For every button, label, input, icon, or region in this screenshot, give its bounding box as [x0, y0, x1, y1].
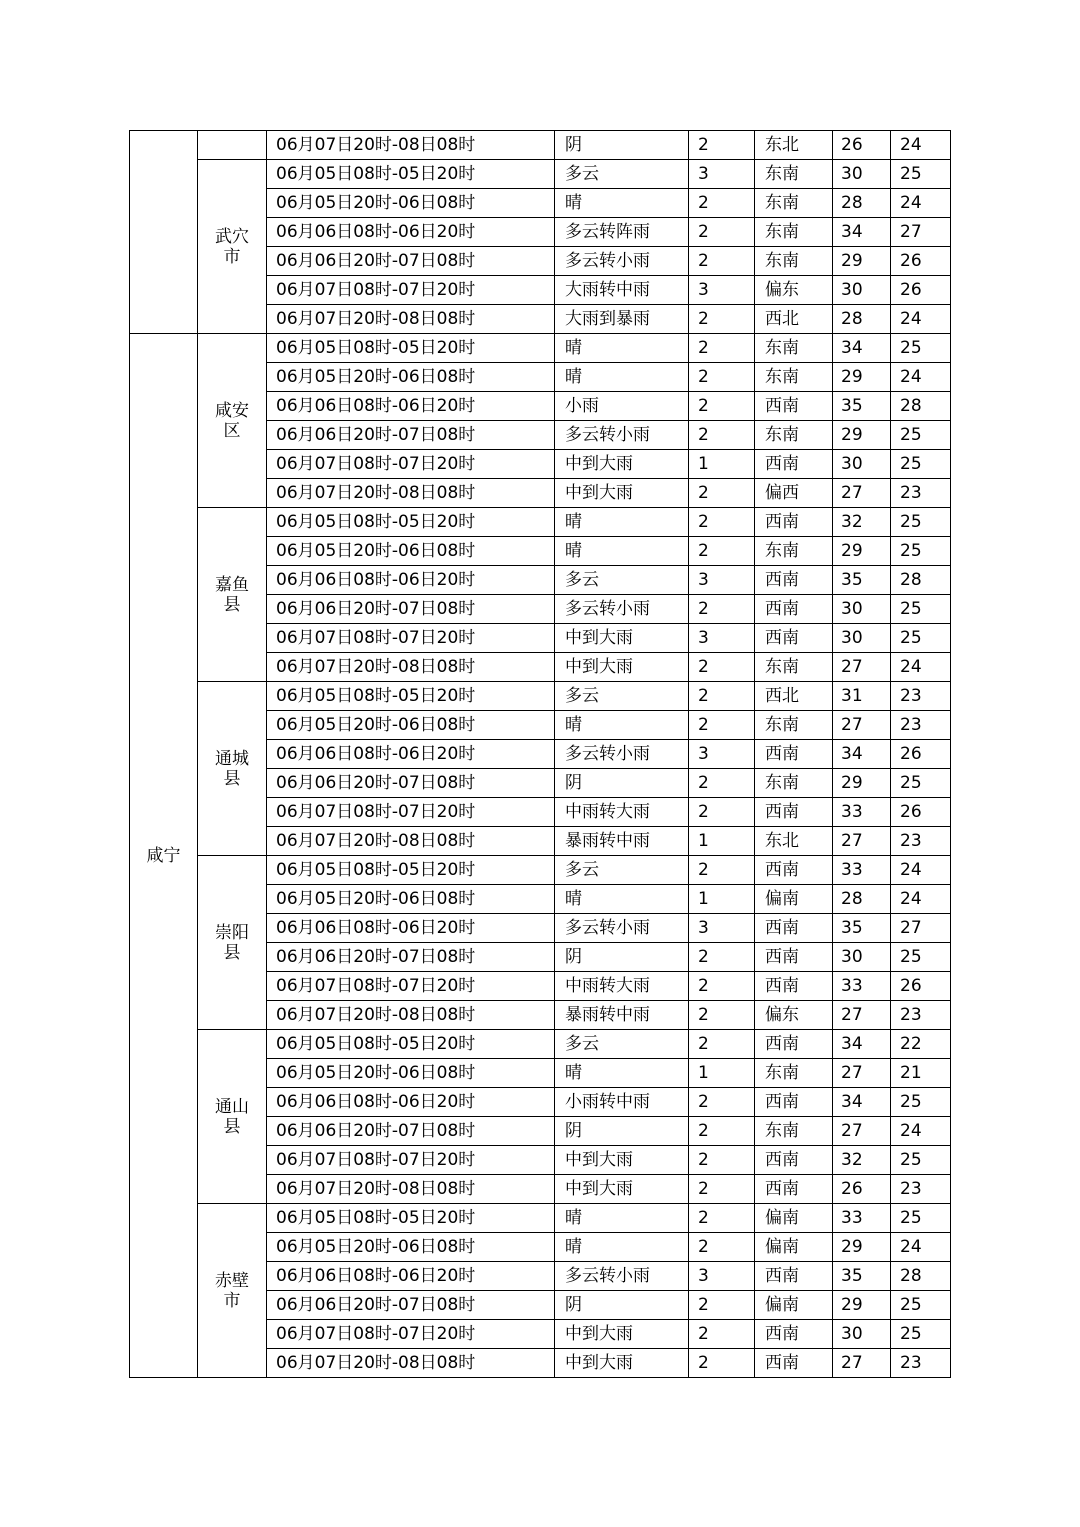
county-name-line: 县: [223, 942, 241, 963]
max-temp-cell: 30: [833, 276, 891, 305]
min-temp-cell: 24: [891, 1233, 951, 1262]
max-temp-cell: 33: [833, 798, 891, 827]
county-name-cell: [198, 160, 267, 334]
wind-level-cell: 2: [689, 1117, 755, 1146]
weather-cell: 中雨转大雨: [555, 798, 689, 827]
wind-level-cell: 2: [689, 131, 755, 160]
weather-cell: 多云: [555, 682, 689, 711]
wind-level-cell: 2: [689, 1088, 755, 1117]
min-temp-cell: 26: [891, 740, 951, 769]
max-temp-cell: 34: [833, 1088, 891, 1117]
wind-direction-cell: 东南: [755, 711, 833, 740]
max-temp-cell: 27: [833, 653, 891, 682]
min-temp-cell: 23: [891, 479, 951, 508]
min-temp-cell: 25: [891, 1320, 951, 1349]
wind-level-cell: 3: [689, 914, 755, 943]
min-temp-cell: 25: [891, 595, 951, 624]
time-period-cell: 06月07日20时-08日08时: [267, 1349, 555, 1378]
time-period-cell: 06月05日08时-05日20时: [267, 682, 555, 711]
weather-cell: 阴: [555, 769, 689, 798]
wind-direction-cell: 西南: [755, 595, 833, 624]
weather-cell: 多云: [555, 1030, 689, 1059]
wind-level-cell: 2: [689, 189, 755, 218]
weather-cell: 中到大雨: [555, 1175, 689, 1204]
wind-direction-cell: 西南: [755, 740, 833, 769]
wind-level-cell: 3: [689, 160, 755, 189]
min-temp-cell: 25: [891, 508, 951, 537]
wind-level-cell: 2: [689, 1349, 755, 1378]
time-period-cell: 06月07日20时-08日08时: [267, 1001, 555, 1030]
min-temp-cell: 28: [891, 566, 951, 595]
time-period-cell: 06月06日20时-07日08时: [267, 769, 555, 798]
county-name-line: 县: [223, 594, 241, 615]
max-temp-cell: 31: [833, 682, 891, 711]
wind-direction-cell: 东南: [755, 653, 833, 682]
time-period-cell: 06月06日08时-06日20时: [267, 914, 555, 943]
weather-cell: 多云转阵雨: [555, 218, 689, 247]
time-period-cell: 06月07日20时-08日08时: [267, 653, 555, 682]
min-temp-cell: 23: [891, 1001, 951, 1030]
max-temp-cell: 27: [833, 479, 891, 508]
min-temp-cell: 24: [891, 856, 951, 885]
time-period-cell: 06月07日08时-07日20时: [267, 450, 555, 479]
table-row: [130, 682, 951, 711]
max-temp-cell: 27: [833, 827, 891, 856]
max-temp-cell: 29: [833, 1233, 891, 1262]
wind-level-cell: 2: [689, 334, 755, 363]
time-period-cell: 06月07日08时-07日20时: [267, 972, 555, 1001]
wind-direction-cell: 偏南: [755, 1291, 833, 1320]
county-name-line: 赤壁: [215, 1270, 249, 1291]
wind-level-cell: 2: [689, 537, 755, 566]
table-row: [130, 131, 951, 160]
weather-cell: 晴: [555, 885, 689, 914]
weather-cell: 多云转小雨: [555, 1262, 689, 1291]
max-temp-cell: 26: [833, 1175, 891, 1204]
wind-level-cell: 2: [689, 392, 755, 421]
weather-cell: 中到大雨: [555, 1320, 689, 1349]
max-temp-cell: 34: [833, 1030, 891, 1059]
weather-cell: 小雨转中雨: [555, 1088, 689, 1117]
wind-level-cell: 3: [689, 566, 755, 595]
max-temp-cell: 27: [833, 1059, 891, 1088]
min-temp-cell: 25: [891, 1146, 951, 1175]
time-period-cell: 06月07日08时-07日20时: [267, 1146, 555, 1175]
time-period-cell: 06月06日20时-07日08时: [267, 421, 555, 450]
min-temp-cell: 26: [891, 247, 951, 276]
time-period-cell: 06月05日08时-05日20时: [267, 508, 555, 537]
table-row: [130, 160, 951, 189]
wind-direction-cell: 东南: [755, 1059, 833, 1088]
weather-cell: 暴雨转中雨: [555, 827, 689, 856]
wind-direction-cell: 偏东: [755, 276, 833, 305]
time-period-cell: 06月05日08时-05日20时: [267, 160, 555, 189]
wind-direction-cell: 西北: [755, 682, 833, 711]
wind-level-cell: 2: [689, 421, 755, 450]
wind-direction-cell: 西南: [755, 856, 833, 885]
county-name-line: 市: [223, 246, 241, 267]
max-temp-cell: 26: [833, 131, 891, 160]
wind-direction-cell: 西南: [755, 798, 833, 827]
wind-direction-cell: 东南: [755, 160, 833, 189]
wind-level-cell: 2: [689, 711, 755, 740]
max-temp-cell: 28: [833, 885, 891, 914]
time-period-cell: 06月06日20时-07日08时: [267, 1291, 555, 1320]
wind-level-cell: 1: [689, 1059, 755, 1088]
wind-level-cell: 2: [689, 653, 755, 682]
wind-level-cell: 3: [689, 1262, 755, 1291]
max-temp-cell: 29: [833, 421, 891, 450]
weather-cell: 阴: [555, 1117, 689, 1146]
weather-cell: 中到大雨: [555, 479, 689, 508]
wind-level-cell: 1: [689, 827, 755, 856]
wind-direction-cell: 东南: [755, 247, 833, 276]
max-temp-cell: 28: [833, 305, 891, 334]
wind-direction-cell: 东南: [755, 421, 833, 450]
max-temp-cell: 33: [833, 856, 891, 885]
weather-cell: 晴: [555, 363, 689, 392]
county-name-cell: [198, 131, 267, 160]
min-temp-cell: 28: [891, 1262, 951, 1291]
time-period-cell: 06月07日08时-07日20时: [267, 798, 555, 827]
wind-direction-cell: 东南: [755, 334, 833, 363]
time-period-cell: 06月05日08时-05日20时: [267, 1204, 555, 1233]
time-period-cell: 06月05日20时-06日08时: [267, 363, 555, 392]
min-temp-cell: 25: [891, 421, 951, 450]
wind-direction-cell: 西南: [755, 1146, 833, 1175]
weather-cell: 中到大雨: [555, 1146, 689, 1175]
time-period-cell: 06月05日08时-05日20时: [267, 334, 555, 363]
wind-level-cell: 2: [689, 363, 755, 392]
time-period-cell: 06月05日08时-05日20时: [267, 856, 555, 885]
time-period-cell: 06月07日08时-07日20时: [267, 276, 555, 305]
max-temp-cell: 30: [833, 624, 891, 653]
county-name-cell: [198, 1030, 267, 1204]
max-temp-cell: 30: [833, 160, 891, 189]
min-temp-cell: 25: [891, 450, 951, 479]
wind-level-cell: 2: [689, 943, 755, 972]
weather-cell: 多云转小雨: [555, 421, 689, 450]
wind-direction-cell: 西南: [755, 1088, 833, 1117]
weather-cell: 阴: [555, 1291, 689, 1320]
time-period-cell: 06月07日20时-08日08时: [267, 479, 555, 508]
table-row: [130, 334, 951, 363]
time-period-cell: 06月05日20时-06日08时: [267, 711, 555, 740]
county-name-line: 通山: [215, 1096, 249, 1117]
county-name-cell: [198, 508, 267, 682]
max-temp-cell: 32: [833, 1146, 891, 1175]
time-period-cell: 06月05日08时-05日20时: [267, 1030, 555, 1059]
city-name-cell: 咸宁: [130, 334, 198, 1378]
weather-cell: 晴: [555, 334, 689, 363]
wind-level-cell: 2: [689, 798, 755, 827]
max-temp-cell: 35: [833, 914, 891, 943]
time-period-cell: 06月07日08时-07日20时: [267, 1320, 555, 1349]
county-name-cell: [198, 856, 267, 1030]
wind-direction-cell: 偏南: [755, 885, 833, 914]
time-period-cell: 06月06日08时-06日20时: [267, 392, 555, 421]
weather-cell: 小雨: [555, 392, 689, 421]
wind-direction-cell: 西南: [755, 566, 833, 595]
min-temp-cell: 25: [891, 1291, 951, 1320]
county-name-cell: [198, 1204, 267, 1378]
min-temp-cell: 24: [891, 363, 951, 392]
wind-level-cell: 2: [689, 1204, 755, 1233]
weather-cell: 中到大雨: [555, 653, 689, 682]
wind-direction-cell: 西南: [755, 943, 833, 972]
min-temp-cell: 25: [891, 1204, 951, 1233]
min-temp-cell: 24: [891, 131, 951, 160]
county-name-line: 武穴: [215, 226, 249, 247]
max-temp-cell: 33: [833, 972, 891, 1001]
time-period-cell: 06月06日08时-06日20时: [267, 740, 555, 769]
weather-cell: 多云转小雨: [555, 247, 689, 276]
wind-direction-cell: 西北: [755, 305, 833, 334]
wind-direction-cell: 东北: [755, 827, 833, 856]
weather-cell: 中到大雨: [555, 624, 689, 653]
weather-cell: 大雨到暴雨: [555, 305, 689, 334]
table-row: [130, 508, 951, 537]
wind-level-cell: 1: [689, 885, 755, 914]
wind-direction-cell: 西南: [755, 1349, 833, 1378]
max-temp-cell: 30: [833, 943, 891, 972]
max-temp-cell: 29: [833, 247, 891, 276]
wind-level-cell: 2: [689, 1001, 755, 1030]
time-period-cell: 06月07日20时-08日08时: [267, 827, 555, 856]
min-temp-cell: 24: [891, 885, 951, 914]
min-temp-cell: 25: [891, 624, 951, 653]
min-temp-cell: 27: [891, 914, 951, 943]
max-temp-cell: 27: [833, 1117, 891, 1146]
min-temp-cell: 24: [891, 653, 951, 682]
weather-cell: 晴: [555, 189, 689, 218]
max-temp-cell: 29: [833, 537, 891, 566]
min-temp-cell: 25: [891, 334, 951, 363]
time-period-cell: 06月07日08时-07日20时: [267, 624, 555, 653]
wind-direction-cell: 偏南: [755, 1233, 833, 1262]
min-temp-cell: 25: [891, 769, 951, 798]
weather-cell: 中到大雨: [555, 1349, 689, 1378]
wind-level-cell: 2: [689, 682, 755, 711]
weather-cell: 阴: [555, 131, 689, 160]
max-temp-cell: 28: [833, 189, 891, 218]
time-period-cell: 06月06日20时-07日08时: [267, 247, 555, 276]
wind-level-cell: 2: [689, 1233, 755, 1262]
max-temp-cell: 35: [833, 1262, 891, 1291]
wind-direction-cell: 东南: [755, 769, 833, 798]
min-temp-cell: 26: [891, 972, 951, 1001]
min-temp-cell: 26: [891, 276, 951, 305]
time-period-cell: 06月05日20时-06日08时: [267, 1233, 555, 1262]
max-temp-cell: 30: [833, 450, 891, 479]
min-temp-cell: 23: [891, 1175, 951, 1204]
wind-direction-cell: 西南: [755, 1175, 833, 1204]
county-name-line: 县: [223, 1116, 241, 1137]
time-period-cell: 06月06日08时-06日20时: [267, 1088, 555, 1117]
weather-cell: 晴: [555, 711, 689, 740]
time-period-cell: 06月05日20时-06日08时: [267, 885, 555, 914]
city-name-cell: [130, 131, 198, 334]
wind-level-cell: 2: [689, 595, 755, 624]
county-name-line: 通城: [215, 748, 249, 769]
max-temp-cell: 35: [833, 566, 891, 595]
max-temp-cell: 35: [833, 392, 891, 421]
min-temp-cell: 24: [891, 305, 951, 334]
wind-level-cell: 2: [689, 1030, 755, 1059]
county-name-line: 县: [223, 768, 241, 789]
wind-level-cell: 2: [689, 1320, 755, 1349]
time-period-cell: 06月05日20时-06日08时: [267, 537, 555, 566]
county-name-cell: [198, 682, 267, 856]
wind-level-cell: 2: [689, 856, 755, 885]
wind-direction-cell: 西南: [755, 1262, 833, 1291]
max-temp-cell: 33: [833, 1204, 891, 1233]
county-name-cell: [198, 334, 267, 508]
wind-direction-cell: 东北: [755, 131, 833, 160]
wind-direction-cell: 偏南: [755, 1204, 833, 1233]
wind-direction-cell: 东南: [755, 189, 833, 218]
table-row: [130, 856, 951, 885]
weather-cell: 大雨转中雨: [555, 276, 689, 305]
wind-direction-cell: 偏西: [755, 479, 833, 508]
max-temp-cell: 32: [833, 508, 891, 537]
wind-direction-cell: 西南: [755, 1030, 833, 1059]
forecast-table: [129, 130, 951, 1378]
weather-cell: 阴: [555, 943, 689, 972]
min-temp-cell: 25: [891, 1088, 951, 1117]
max-temp-cell: 34: [833, 218, 891, 247]
forecast-table-body: [130, 131, 951, 1378]
min-temp-cell: 27: [891, 218, 951, 247]
wind-level-cell: 2: [689, 1175, 755, 1204]
time-period-cell: 06月06日20时-07日08时: [267, 1117, 555, 1146]
weather-cell: 晴: [555, 537, 689, 566]
weather-cell: 晴: [555, 1233, 689, 1262]
wind-level-cell: 3: [689, 740, 755, 769]
max-temp-cell: 29: [833, 769, 891, 798]
wind-level-cell: 3: [689, 624, 755, 653]
county-name-line: 嘉鱼: [215, 574, 249, 595]
time-period-cell: 06月06日08时-06日20时: [267, 566, 555, 595]
min-temp-cell: 25: [891, 537, 951, 566]
weather-cell: 晴: [555, 1204, 689, 1233]
min-temp-cell: 23: [891, 711, 951, 740]
min-temp-cell: 26: [891, 798, 951, 827]
wind-level-cell: 2: [689, 508, 755, 537]
wind-direction-cell: 东南: [755, 537, 833, 566]
min-temp-cell: 21: [891, 1059, 951, 1088]
wind-level-cell: 2: [689, 972, 755, 1001]
min-temp-cell: 25: [891, 160, 951, 189]
weather-cell: 暴雨转中雨: [555, 1001, 689, 1030]
min-temp-cell: 23: [891, 1349, 951, 1378]
county-name-line: 崇阳: [215, 922, 249, 943]
wind-direction-cell: 东南: [755, 1117, 833, 1146]
wind-level-cell: 3: [689, 276, 755, 305]
time-period-cell: 06月05日20时-06日08时: [267, 189, 555, 218]
weather-cell: 多云: [555, 566, 689, 595]
weather-cell: 中雨转大雨: [555, 972, 689, 1001]
wind-level-cell: 1: [689, 450, 755, 479]
wind-direction-cell: 西南: [755, 1320, 833, 1349]
time-period-cell: 06月07日20时-08日08时: [267, 305, 555, 334]
weather-cell: 多云转小雨: [555, 740, 689, 769]
max-temp-cell: 29: [833, 1291, 891, 1320]
weather-cell: 多云: [555, 160, 689, 189]
wind-direction-cell: 偏东: [755, 1001, 833, 1030]
wind-level-cell: 2: [689, 1291, 755, 1320]
wind-level-cell: 2: [689, 218, 755, 247]
county-name-line: 市: [223, 1290, 241, 1311]
wind-direction-cell: 西南: [755, 450, 833, 479]
table-row: [130, 1030, 951, 1059]
min-temp-cell: 24: [891, 189, 951, 218]
wind-direction-cell: 西南: [755, 972, 833, 1001]
max-temp-cell: 30: [833, 595, 891, 624]
wind-direction-cell: 东南: [755, 363, 833, 392]
time-period-cell: 06月05日20时-06日08时: [267, 1059, 555, 1088]
wind-level-cell: 2: [689, 305, 755, 334]
max-temp-cell: 27: [833, 1001, 891, 1030]
wind-level-cell: 2: [689, 479, 755, 508]
wind-direction-cell: 西南: [755, 392, 833, 421]
wind-direction-cell: 西南: [755, 508, 833, 537]
time-period-cell: 06月06日08时-06日20时: [267, 218, 555, 247]
min-temp-cell: 24: [891, 1117, 951, 1146]
time-period-cell: 06月06日20时-07日08时: [267, 943, 555, 972]
weather-cell: 多云: [555, 856, 689, 885]
table-row: [130, 1204, 951, 1233]
time-period-cell: 06月06日08时-06日20时: [267, 1262, 555, 1291]
min-temp-cell: 23: [891, 682, 951, 711]
wind-level-cell: 2: [689, 1146, 755, 1175]
max-temp-cell: 30: [833, 1320, 891, 1349]
max-temp-cell: 27: [833, 1349, 891, 1378]
weather-cell: 多云转小雨: [555, 595, 689, 624]
max-temp-cell: 34: [833, 334, 891, 363]
time-period-cell: 06月07日20时-08日08时: [267, 1175, 555, 1204]
wind-level-cell: 2: [689, 769, 755, 798]
time-period-cell: 06月06日20时-07日08时: [267, 595, 555, 624]
min-temp-cell: 28: [891, 392, 951, 421]
min-temp-cell: 23: [891, 827, 951, 856]
max-temp-cell: 34: [833, 740, 891, 769]
weather-cell: 多云转小雨: [555, 914, 689, 943]
min-temp-cell: 22: [891, 1030, 951, 1059]
wind-direction-cell: 西南: [755, 914, 833, 943]
wind-direction-cell: 东南: [755, 218, 833, 247]
max-temp-cell: 29: [833, 363, 891, 392]
weather-cell: 晴: [555, 1059, 689, 1088]
min-temp-cell: 25: [891, 943, 951, 972]
wind-level-cell: 2: [689, 247, 755, 276]
county-name-line: 区: [223, 420, 241, 441]
wind-direction-cell: 西南: [755, 624, 833, 653]
county-name-line: 咸安: [215, 400, 249, 421]
max-temp-cell: 27: [833, 711, 891, 740]
weather-cell: 晴: [555, 508, 689, 537]
weather-cell: 中到大雨: [555, 450, 689, 479]
time-period-cell: 06月07日20时-08日08时: [267, 131, 555, 160]
